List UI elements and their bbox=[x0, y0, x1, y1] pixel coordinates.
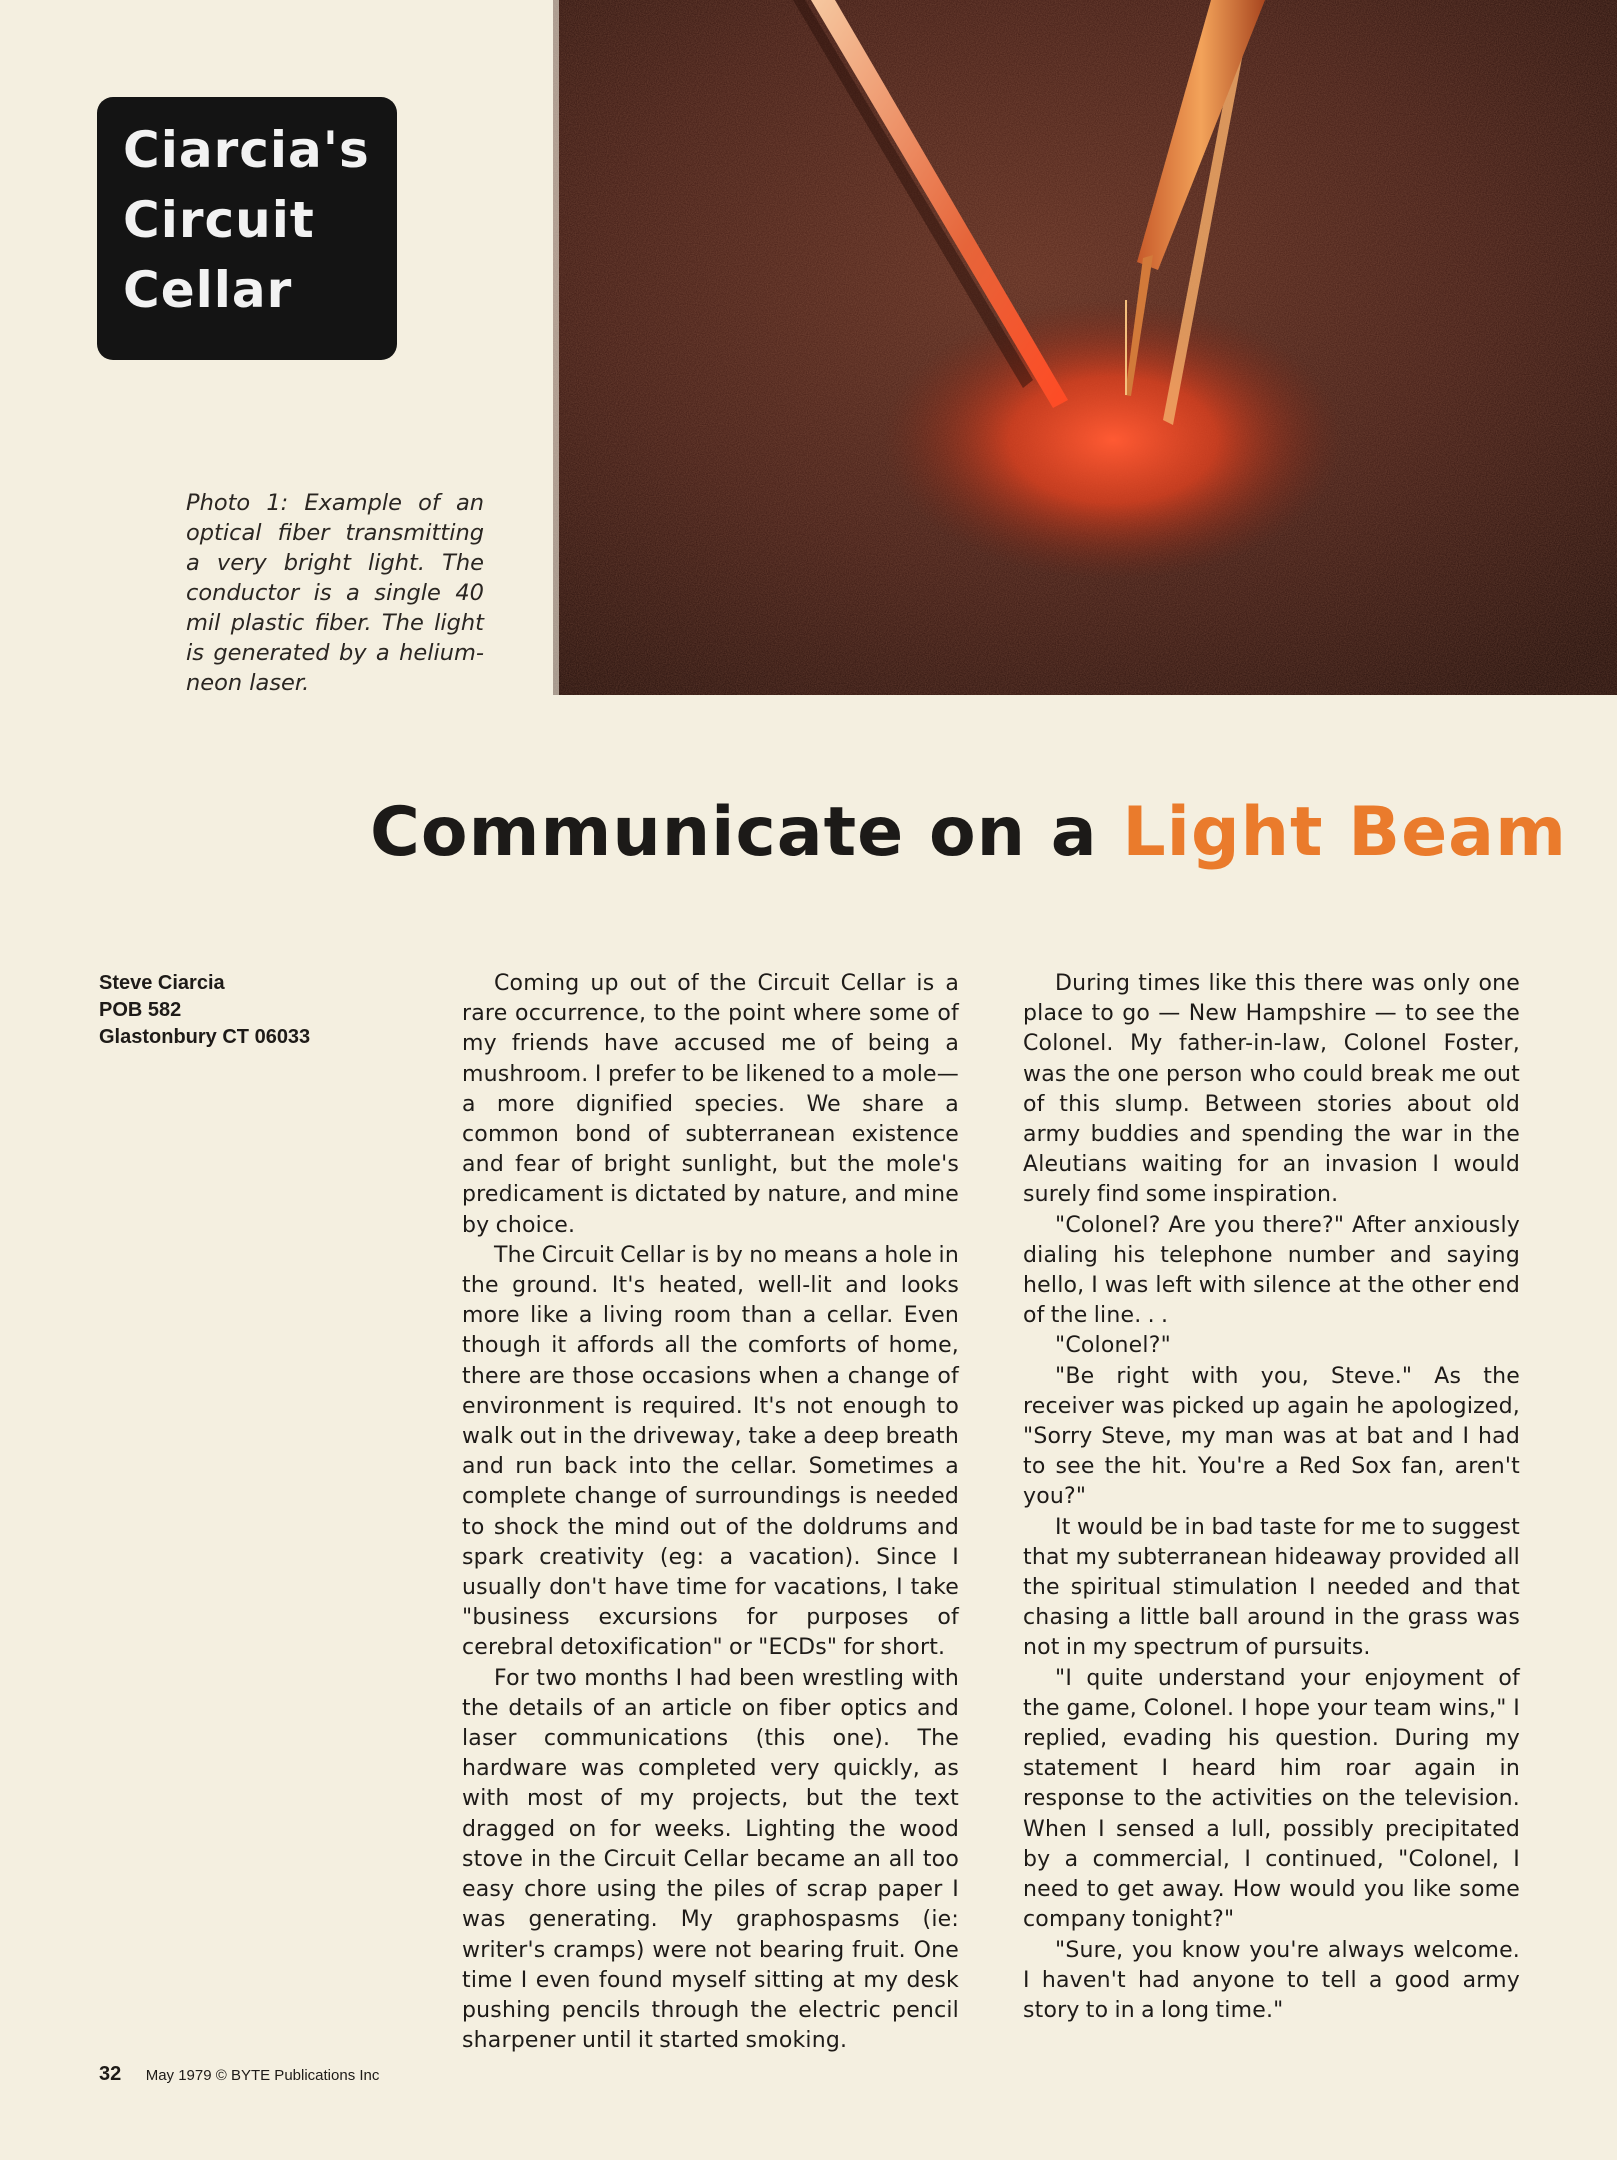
title-main: Communicate on a bbox=[370, 793, 1123, 872]
optical-fiber-photo bbox=[553, 0, 1617, 695]
title-accent: Light Beam bbox=[1122, 793, 1567, 872]
paragraph: "Colonel? Are you there?" After anxiously dialing his telephone number and saying hello, I was left with silence at the other end of the line. . . bbox=[1023, 1212, 1520, 1329]
logo-line-2: Circuit bbox=[123, 191, 315, 249]
body-column-right bbox=[1023, 969, 1520, 2026]
article-title bbox=[370, 788, 1567, 878]
page-footer bbox=[99, 2063, 379, 2086]
paragraph: The Circuit Cellar is by no means a hole in the ground. It's heated, well-lit and looks more like a living room than a cellar. Even though it affords all the comforts of home, there are those occasions when a change of environment is required. It's not enough to walk out in the driveway, take a deep breath and run back into the cellar. Sometimes a complete change of surroundings is needed to shock the mind out of the doldrums and spark creativity (eg: a vacation). Since I usually don't have time for vacations, I take "business excursions for purposes of cerebral detoxification" or "ECDs" for short. bbox=[462, 1242, 959, 1661]
author-address: POB 582 bbox=[99, 999, 182, 1021]
author-city: Glastonbury CT 06033 bbox=[99, 1026, 311, 1048]
photo-caption: Photo 1: Example of an optical fiber transmitting a very bright light. The conductor is a single 40 mil plastic fiber. The light is generated by a helium-neon laser. bbox=[186, 490, 484, 696]
author-block bbox=[99, 970, 359, 1051]
paragraph: During times like this there was only one place to go — New Hampshire — to see the Colonel. My father-in-law, Colonel Foster, was the one person who could break me out of this slump. Between stories about old army buddies and spending the war in the Aleutians waiting for an invasion I would surely find some inspiration. bbox=[1023, 971, 1520, 1208]
author-name: Steve Ciarcia bbox=[99, 972, 225, 994]
logo-line-1: Ciarcia's bbox=[123, 121, 370, 179]
paragraph: "Colonel?" bbox=[1055, 1333, 1171, 1359]
page-number: 32 bbox=[99, 2063, 122, 2085]
paragraph: "I quite understand your enjoyment of the game, Colonel. I hope your team wins," I replied, evading his question. During my statement I heard him roar again in response to the activities on the television. When I sensed a lull, possibly precipitated by a commercial, I continued, "Colonel, I need to get away. How would you like some company tonight?" bbox=[1023, 1665, 1520, 1933]
column-logo bbox=[97, 97, 397, 360]
paragraph: Coming up out of the Circuit Cellar is a rare occurrence, to the point where some of my friends have accused me of being a mushroom. I prefer to be likened to a mole—a more dignified species. We share a common bond of subterranean existence and fear of bright sunlight, but the mole's predicament is dictated by nature, and mine by choice. bbox=[462, 971, 959, 1238]
publication-line: May 1979 © BYTE Publications Inc bbox=[145, 2067, 380, 2084]
paragraph: "Be right with you, Steve." As the receiver was picked up again he apologized, "Sorry Steve, my man was at bat and I had to see the hit. You're a Red Sox fan, aren't you?" bbox=[1023, 1363, 1520, 1510]
optical-fiber-laser-photo-icon bbox=[553, 0, 1617, 695]
body-column-left bbox=[462, 969, 959, 2056]
paragraph: It would be in bad taste for me to suggest that my subterranean hideaway provided all the spiritual stimulation I needed and that chasing a little ball around in the grass was not in my spectrum of pursuits. bbox=[1023, 1514, 1520, 1661]
paragraph: "Sure, you know you're always welcome. I haven't had anyone to tell a good army story to in a long time." bbox=[1023, 1937, 1520, 2023]
logo-line-3: Cellar bbox=[123, 261, 293, 319]
paragraph: For two months I had been wrestling with the details of an article on fiber optics and laser communications (this one). The hardware was completed very quickly, as with most of my projects, but the text dragged on for weeks. Lighting the wood stove in the Circuit Cellar became an all too easy chore using the piles of scrap paper I was generating. My graphospasms (ie: writer's cramps) were not bearing fruit. One time I even found myself sitting at my desk pushing pencils through the electric pencil sharpener until it started smoking. bbox=[462, 1665, 959, 2054]
